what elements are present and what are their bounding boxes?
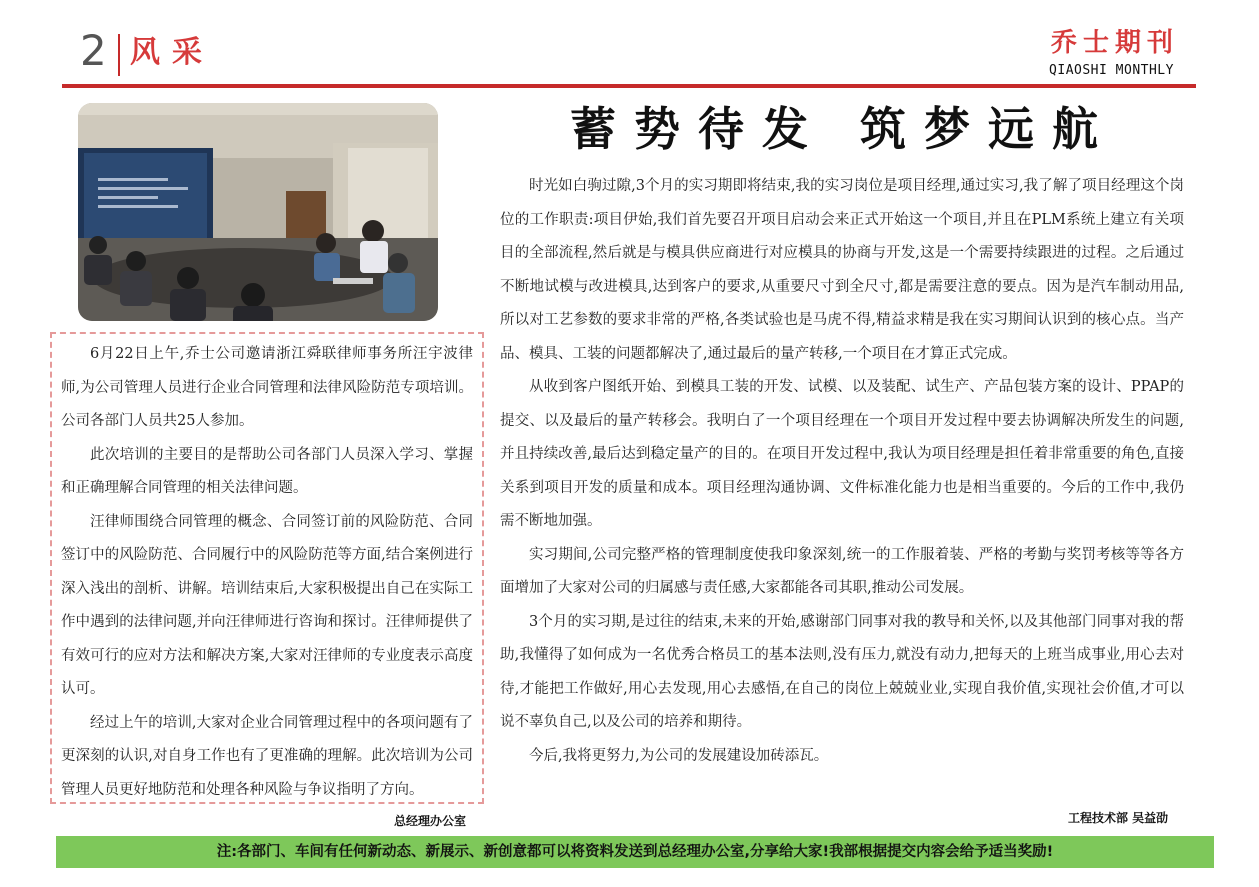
news-paragraph: 经过上午的培训,大家对企业合同管理过程中的各项问题有了更深刻的认识,对自身工作也有了更准确的理解。此次培训为公司管理人员更好地防范和处理各种风险与争议指明了方向。 (61, 714, 473, 798)
article-paragraph: 3个月的实习期,是过往的结束,未来的开始,感谢部门同事对我的教导和关怀,以及其他部门同事对我的帮助,我懂得了如何成为一名优秀合格员工的基本法则,没有压力,就没有动力,把每天的上班当成事业,用心去对待,才能把工作做好,用心去发现,用心去感悟,在自己的岗位上兢兢业业,实现自我价值,实现社会价值,才可以说不辜负自己,以及公司的培养和期待。 (500, 613, 1184, 730)
article-paragraph: 从收到客户图纸开始、到模具工装的开发、试模、以及装配、试生产、产品包装方案的设计、PPAP的提交、以及最后的量产转移会。我明白了一个项目经理在一个项目开发过程中要去协调解决所发生的问题,并且持续改善,最后达到稳定量产的目的。在项目开发过程中,我认为项目经理是担任着非常重要的角色,直接关系到项目开发的质量和成本。项目经理沟通协调、文件标准化能力也是相当重要的。今后的工作中,我仍需不断地加强。 (500, 379, 1184, 529)
article-body (500, 170, 1184, 773)
header-divider (118, 34, 120, 76)
header-rule (62, 84, 1196, 88)
masthead-subtitle: QIAOSHI MONTHLY (1049, 63, 1174, 78)
article-paragraph: 实习期间,公司完整严格的管理制度使我印象深刻,统一的工作服着装、严格的考勤与奖罚考核等等各方面增加了大家对公司的归属感与责任感,大家都能各司其职,推动公司发展。 (500, 546, 1184, 596)
news-paragraph: 此次培训的主要目的是帮助公司各部门人员深入学习、掌握和正确理解合同管理的相关法律问题。 (61, 446, 473, 496)
article-title: 蓄势待发 筑梦远航 (569, 102, 1116, 156)
training-photo (78, 103, 438, 321)
footer-notice: 注:各部门、车间有任何新动态、新展示、新创意都可以将资料发送到总经理办公室,分享给大家!我部根据提交内容会给予适当奖励! (56, 836, 1214, 868)
news-paragraph: 汪律师围绕合同管理的概念、合同签订前的风险防范、合同签订中的风险防范、合同履行中的风险防范等方面,结合案例进行深入浅出的剖析、讲解。培训结束后,大家积极提出自己在实际工作中遇到的法律问题,并向汪律师进行咨询和探讨。汪律师提供了有效可行的应对方法和解决方案,大家对汪律师的专业度表示高度认可。 (61, 513, 473, 697)
news-article-box (50, 332, 484, 804)
article-paragraph: 今后,我将更努力,为公司的发展建设加砖添瓦。 (529, 747, 829, 764)
article-signature: 工程技术部 吴益劭 (1068, 811, 1169, 825)
page-number: 2 (80, 26, 107, 75)
news-signature: 总经理办公室 (394, 814, 467, 828)
article-paragraph: 时光如白驹过隙,3个月的实习期即将结束,我的实习岗位是项目经理,通过实习,我了解了项目经理这个岗位的工作职责:项目伊始,我们首先要召开项目启动会来正式开始这一个项目,并且在PLM系统上建立有关项目的全部流程,然后就是与模具供应商进行对应模具的协商与开发,这是一个需要持续跟进的过程。之后通过不断地试模与改进模具,达到客户的要求,从重要尺寸到全尺寸,都是需要注意的要点。因为是汽车制动用品,所以对工艺参数的要求非常的严格,各类试验也是马虎不得,精益求精是我在实习期间认识到的核心点。当产品、模具、工装的问题都解决了,通过最后的量产转移,一个项目在才算正式完成。 (500, 178, 1184, 362)
section-title: 风采 (130, 35, 214, 70)
news-paragraph: 6月22日上午,乔士公司邀请浙江舜联律师事务所汪宇波律师,为公司管理人员进行企业合同管理和法律风险防范专项培训。公司各部门人员共25人参加。 (61, 346, 473, 429)
masthead-title: 乔士期刊 (1050, 28, 1179, 58)
